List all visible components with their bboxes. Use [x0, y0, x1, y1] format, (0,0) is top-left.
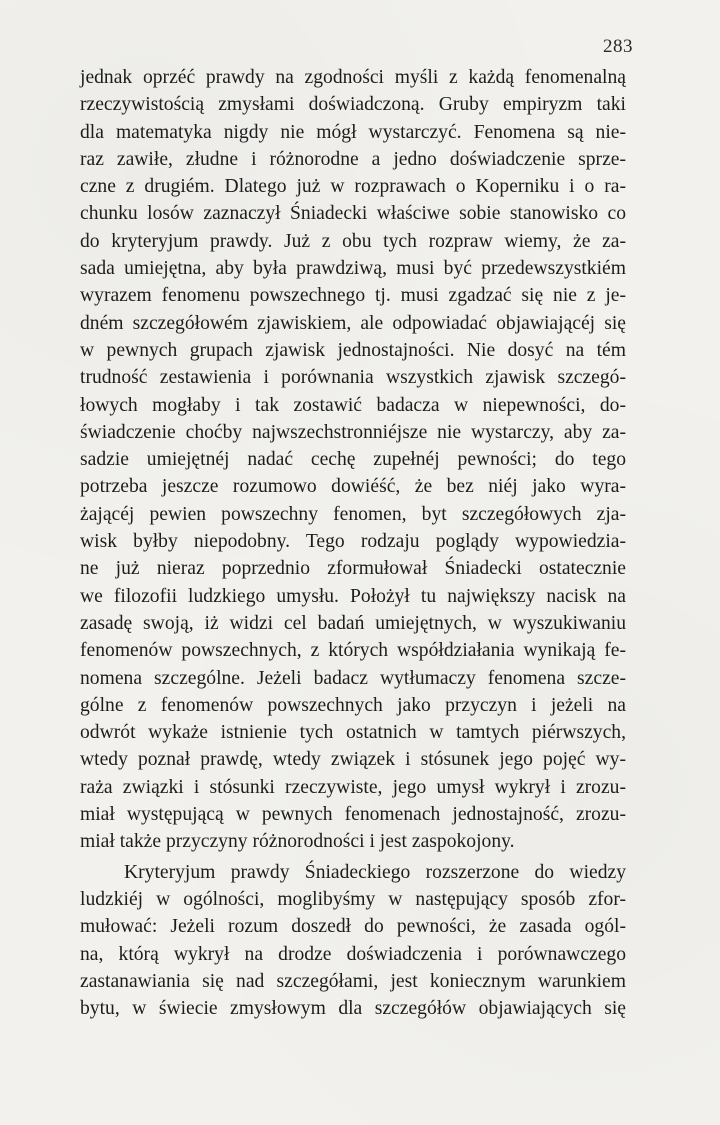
- text-line: gólne z fenomenów powszechnych jako przyczyn i jeżeli na: [80, 694, 626, 716]
- text-line: sadzie umiejętnéj nadać cechę zupełnéj pewności; do tego: [80, 449, 626, 471]
- text-line: chunku losów zaznaczył Śniadecki właściwe sobie stanowisko co: [80, 203, 626, 225]
- text-line: na, którą wykrył na drodze doświadczenia i porównawczego: [80, 943, 626, 965]
- text-line: trudność zestawienia i porównania wszystkich zjawisk szczegó-: [80, 367, 626, 389]
- text-line: mułować: Jeżeli rozum doszedł do pewności, że zasada ogól-: [80, 916, 626, 938]
- text-line: w pewnych grupach zjawisk jednostajności. Nie dosyć na tém: [80, 339, 626, 361]
- text-line: potrzeba jeszcze rozumowo dowiéść, że bez niéj jako wyra-: [80, 476, 626, 498]
- text-line: Kryteryjum prawdy Śniadeckiego rozszerzone do wiedzy: [124, 861, 626, 883]
- text-line: łowych mogłaby i tak zostawić badacza w niepewności, do-: [80, 394, 626, 416]
- text-line: dla matematyka nigdy nie mógł wystarczyć. Fenomena są nie-: [80, 121, 626, 143]
- text-line: raz zawiłe, złudne i różnorodne a jedno doświadczenie sprze-: [80, 148, 626, 170]
- text-line: ludzkiéj w ogólności, moglibyśmy w następujący sposób zfor-: [80, 888, 626, 910]
- text-line: rzeczywistością zmysłami doświadczoną. Gruby empiryzm taki: [80, 94, 626, 116]
- text-line: fenomenów powszechnych, z których współdziałania wynikają fe-: [80, 640, 626, 662]
- text-line: zasadę swoją, iż widzi cel badań umiejętnych, w wyszukiwaniu: [80, 612, 626, 634]
- text-line: bytu, w świecie zmysłowym dla szczegółów objawiających się: [80, 998, 626, 1020]
- text-line: nomena szczególne. Jeżeli badacz wytłumaczy fenomena szcze-: [80, 667, 626, 689]
- text-line: jednak oprzéć prawdy na zgodności myśli z każdą fenomenalną: [80, 67, 626, 88]
- paragraph-1: [80, 64, 626, 856]
- text-line: wyrazem fenomenu powszechnego tj. musi zgadzać się nie z je-: [80, 285, 626, 307]
- paragraph-2: [80, 859, 626, 1023]
- text-line: czne z drugiém. Dlatego już w rozprawach o Koperniku i o ra-: [80, 176, 626, 198]
- text-line: miał także przyczyny różnorodności i jest zaspokojony.: [80, 831, 515, 853]
- text-line: miał występującą w pewnych fenomenach jednostajność, zrozu-: [80, 804, 626, 826]
- text-body: [80, 64, 626, 1022]
- text-line: dném szczegółowém zjawiskiem, ale odpowiadać objawiającéj się: [80, 312, 626, 334]
- text-line: sada umiejętna, aby była prawdziwą, musi być przedewszystkiém: [80, 258, 626, 280]
- text-line: wtedy poznał prawdę, wtedy związek i stósunek jego pojęć wy-: [80, 749, 626, 771]
- text-line: ne już nieraz poprzednio zformułował Śniadecki ostatecznie: [80, 558, 626, 580]
- text-line: raża związki i stósunki rzeczywiste, jego umysł wykrył i zrozu-: [80, 776, 626, 798]
- text-line: we filozofii ludzkiego umysłu. Położył tu największy nacisk na: [80, 585, 626, 607]
- text-line: do kryteryjum prawdy. Już z obu tych rozpraw wiemy, że za-: [80, 230, 626, 252]
- page-number: 283: [603, 36, 633, 57]
- text-line: odwrót wykaże istnienie tych ostatnich w tamtych piérwszych,: [80, 722, 626, 744]
- text-line: wisk byłby niepodobny. Tego rodzaju poglądy wypowiedzia-: [80, 531, 626, 553]
- text-line: żającéj pewien powszechny fenomen, byt szczegółowych zja-: [80, 503, 626, 525]
- text-line: świadczenie choćby najwszechstronniéjsze nie wystarczy, aby za-: [80, 421, 626, 443]
- text-line: zastanawiania się nad szczegółami, jest koniecznym warunkiem: [80, 970, 626, 992]
